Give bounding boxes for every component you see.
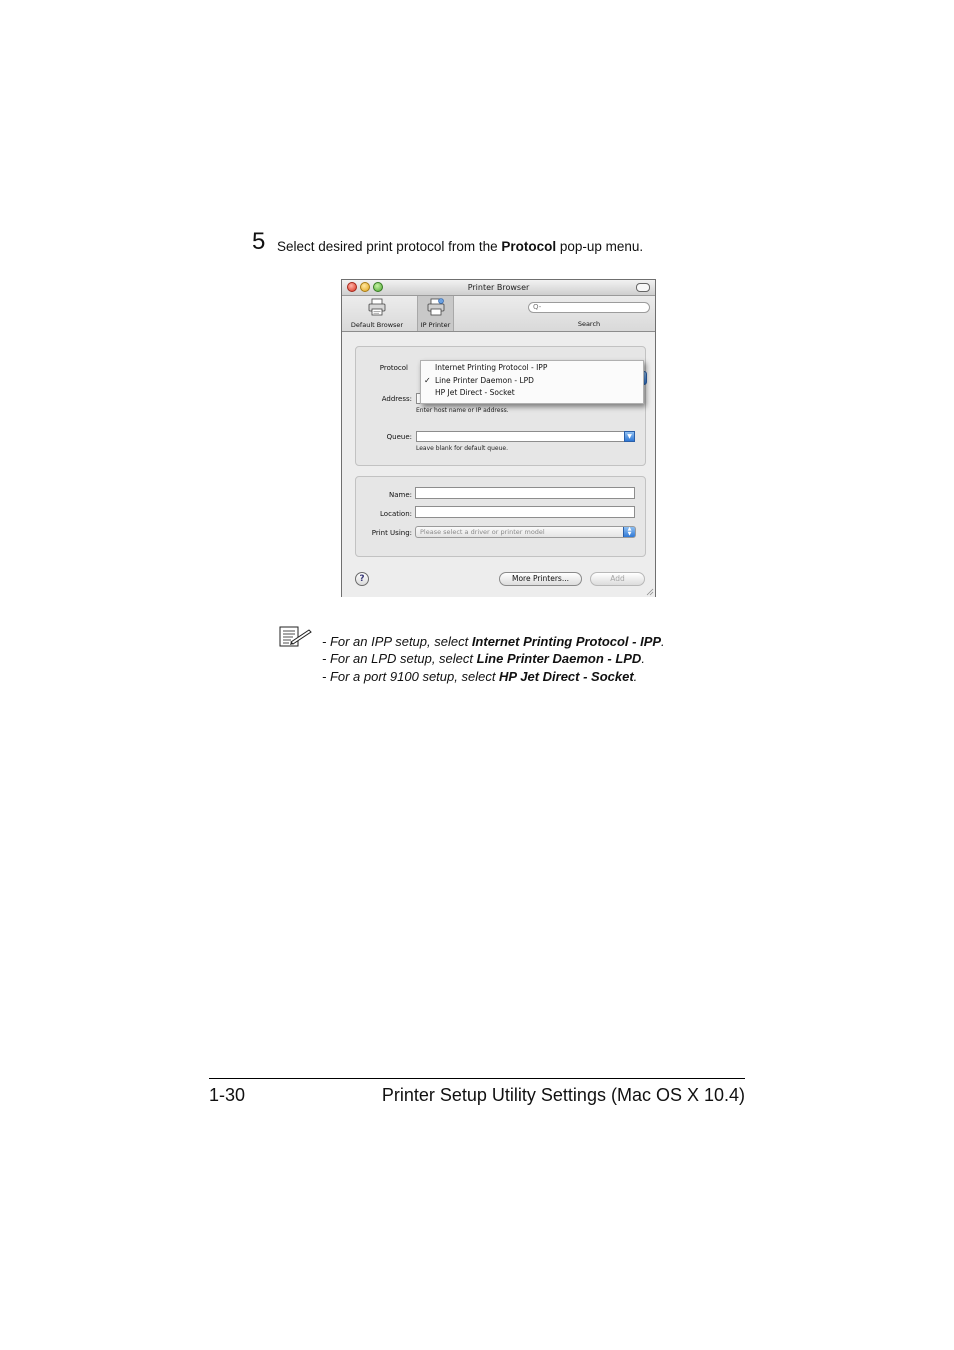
add-button[interactable]: Add: [590, 572, 645, 586]
default-browser-tab[interactable]: [345, 296, 409, 331]
location-label: Location:: [380, 510, 412, 518]
updown-arrows-icon: ▲ ▼: [623, 526, 636, 538]
title-bar[interactable]: [342, 280, 655, 296]
network-printer-icon: [426, 298, 446, 316]
address-label: Address:: [381, 395, 412, 403]
menu-item-socket[interactable]: [421, 387, 643, 399]
queue-field[interactable]: [416, 431, 635, 442]
help-button[interactable]: ?: [355, 572, 369, 586]
menu-item-label: Line Printer Daemon - LPD: [435, 376, 534, 385]
print-using-label: Print Using:: [371, 529, 412, 537]
note-prefix: - For an LPD setup, select: [322, 651, 477, 666]
note-bold: HP Jet Direct - Socket: [499, 669, 634, 684]
step-instruction: [277, 238, 643, 256]
connection-settings-group: [355, 346, 646, 466]
ip-printer-label: IP Printer: [420, 321, 451, 329]
chevron-down-icon[interactable]: ▼: [624, 431, 635, 442]
ip-printer-tab[interactable]: [417, 296, 454, 331]
note-bold: Internet Printing Protocol - IPP: [471, 634, 662, 649]
note-suffix: .: [633, 669, 638, 684]
note-prefix: - For an IPP setup, select: [322, 634, 472, 649]
page-number: 1-30: [209, 1085, 246, 1105]
printer-browser-window: [341, 279, 656, 597]
window-content: [342, 332, 655, 597]
printer-icon: [367, 298, 387, 316]
search-input[interactable]: [528, 302, 650, 313]
queue-label: Queue:: [386, 433, 412, 441]
note-socket: [322, 669, 637, 685]
step-text-before: Select desired print protocol from the: [277, 239, 502, 254]
window-title: Printer Browser: [467, 283, 530, 292]
note-suffix: .: [641, 651, 645, 666]
note-suffix: .: [661, 634, 665, 649]
print-using-select[interactable]: [415, 526, 636, 538]
resize-grip-icon[interactable]: [646, 588, 654, 596]
step-number: 5: [252, 228, 266, 255]
note-pen-icon: [279, 626, 313, 648]
search-label: Search: [577, 320, 601, 328]
note-prefix: - For a port 9100 setup, select: [322, 669, 500, 684]
note-ipp: [322, 634, 665, 650]
menu-item-label: Internet Printing Protocol - IPP: [435, 363, 548, 372]
checkmark-icon: ✓: [424, 376, 431, 385]
queue-hint: Leave blank for default queue.: [416, 445, 508, 452]
toolbar-toggle-button[interactable]: [636, 283, 650, 292]
step-text-bold: Protocol: [501, 239, 557, 254]
protocol-menu: [420, 360, 644, 404]
location-field[interactable]: [415, 506, 635, 518]
menu-item-ipp[interactable]: [421, 362, 643, 374]
toolbar: [342, 296, 655, 332]
note-bold: Line Printer Daemon - LPD: [476, 651, 642, 666]
more-printers-button[interactable]: More Printers...: [499, 572, 582, 586]
name-field[interactable]: [415, 487, 635, 499]
protocol-label: Protocol: [379, 364, 408, 372]
print-using-value: Please select a driver or printer model: [420, 528, 545, 536]
search-icon: Q-: [533, 303, 542, 311]
section-title: Printer Setup Utility Settings (Mac OS X 10.4): [381, 1085, 745, 1105]
default-browser-label: Default Browser: [350, 321, 404, 329]
note-lpd: [322, 651, 645, 667]
footer-divider: [209, 1078, 745, 1079]
menu-item-label: HP Jet Direct - Socket: [435, 388, 515, 397]
address-hint: Enter host name or IP address.: [416, 407, 509, 414]
name-label: Name:: [388, 491, 412, 499]
printer-info-group: [355, 476, 646, 557]
menu-item-lpd[interactable]: [421, 375, 643, 387]
step-text-after: pop-up menu.: [556, 239, 644, 254]
